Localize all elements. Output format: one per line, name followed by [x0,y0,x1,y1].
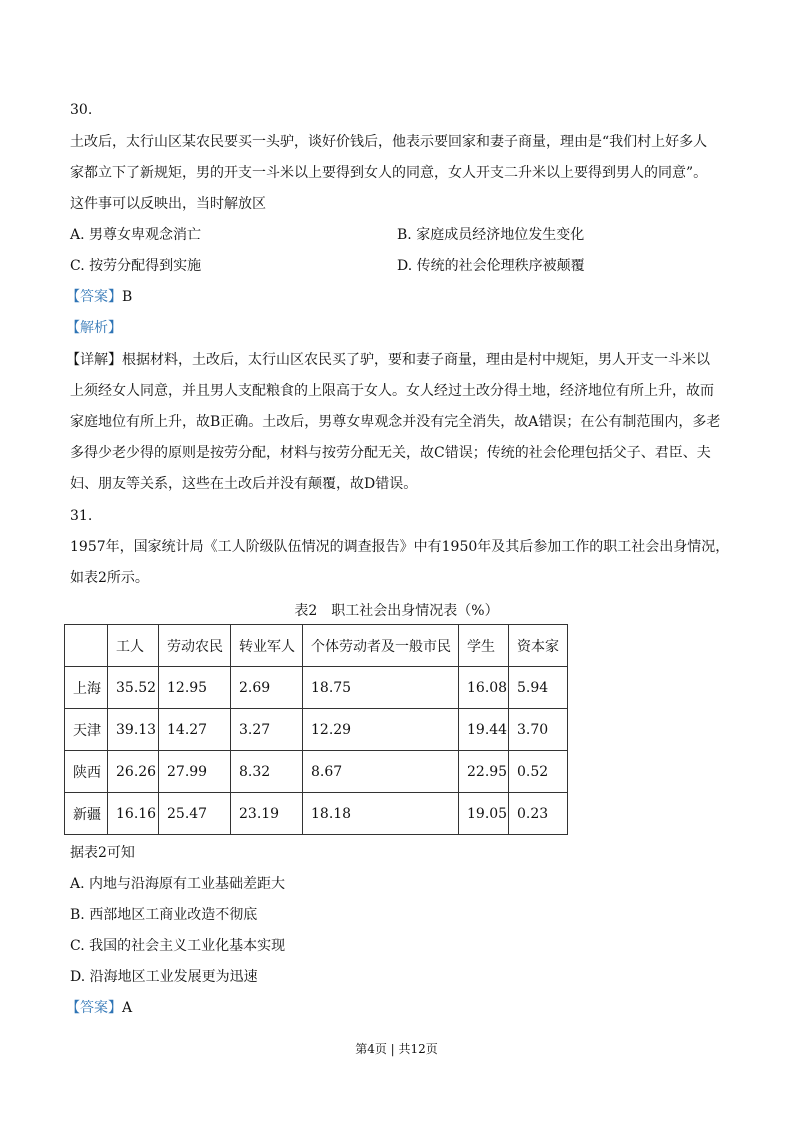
table-cell: 19.44 [459,709,509,751]
table-cell: 上海 [65,667,108,709]
answer-line [66,999,132,1017]
table-cell: 陕西 [65,751,108,793]
question-stem: 土改后，太行山区某农民要买一头驴，谈好价钱后，他表示要回家和妻子商量，理由是“我们村上好多人 [70,134,708,150]
table-cell: 12.95 [159,667,231,709]
option-b: B. 西部地区工商业改造不彻底 [70,907,258,923]
answer-value: A [122,1000,133,1016]
analysis-tag: 【解析】 [66,320,122,336]
table-cell: 12.29 [303,709,459,751]
detail-text: 妇、朋友等关系，这些在土改后并没有颠覆，故D错误。 [70,476,418,492]
table-cell: 22.95 [459,751,509,793]
option-b: B. 家庭成员经济地位发生变化 [397,227,585,243]
table-cell: 25.47 [159,793,231,835]
header-cell: 资本家 [509,625,568,667]
question-stem: 1957年，国家统计局《工人阶级队伍情况的调查报告》中有1950年及其后参加工作的职工社会出身情况， [70,539,730,555]
option-d: D. 沿海地区工业发展更为迅速 [70,969,258,985]
table-cell: 3.70 [509,709,568,751]
table-cell: 39.13 [108,709,159,751]
table-cell: 16.08 [459,667,509,709]
data-table [64,624,568,835]
question-stem: 如表2所示。 [70,570,149,586]
table-cell: 8.32 [231,751,303,793]
table-cell: 35.52 [108,667,159,709]
table-cell: 5.94 [509,667,568,709]
detail-text: 上须经女人同意，并且男人支配粮食的上限高于女人。女人经过土改分得土地，经济地位有所上升，故而 [70,383,714,399]
table-cell: 2.69 [231,667,303,709]
option-c: C. 我国的社会主义工业化基本实现 [70,938,286,954]
header-cell: 个体劳动者及一般市民 [303,625,459,667]
detail-text: 家庭地位有所上升，故B正确。土改后，男尊女卑观念并没有完全消失，故A错误；在公有制范围内，多老 [70,414,721,430]
table-caption: 表2 职工社会出身情况表（%） [294,603,499,619]
detail-text: 多得少老少得的原则是按劳分配，材料与按劳分配无关，故C错误；传统的社会伦理包括父子、君臣、夫 [70,445,711,461]
table-row [65,793,568,835]
table-cell: 8.67 [303,751,459,793]
detail-tag: 【详解】 [66,352,122,368]
answer-value: B [122,289,133,305]
table-cell: 0.52 [509,751,568,793]
table-cell: 3.27 [231,709,303,751]
table-row [65,667,568,709]
table-cell: 23.19 [231,793,303,835]
question-number: 31. [70,508,93,524]
header-cell: 劳动农民 [159,625,231,667]
table-cell: 18.75 [303,667,459,709]
answer-tag: 【答案】 [66,1000,122,1016]
table-cell: 18.18 [303,793,459,835]
detail-text: 根据材料，土改后，太行山区农民买了驴，要和妻子商量，理由是村中规矩，男人开支一斗米以 [122,352,710,368]
table-cell: 19.05 [459,793,509,835]
question-stem: 家都立下了新规矩，男的开支一斗米以上要得到女人的同意，女人开支二升米以上要得到男人的同意”。 [70,165,708,181]
table-cell: 14.27 [159,709,231,751]
option-a: A. 内地与沿海原有工业基础差距大 [70,876,286,892]
table-cell: 天津 [65,709,108,751]
table-row [65,751,568,793]
question-number: 30. [70,102,93,118]
table-cell: 新疆 [65,793,108,835]
header-cell: 转业军人 [231,625,303,667]
detail-line [66,351,710,369]
table-header-row [65,625,568,667]
table-cell: 26.26 [108,751,159,793]
header-cell: 学生 [459,625,509,667]
header-cell: 工人 [108,625,159,667]
table-cell: 0.23 [509,793,568,835]
answer-tag: 【答案】 [66,289,122,305]
option-c: C. 按劳分配得到实施 [70,258,202,274]
table-cell: 16.16 [108,793,159,835]
option-d: D. 传统的社会伦理秩序被颠覆 [397,258,585,274]
page-footer: 第4页 | 共12页 [355,1042,438,1056]
question-stem: 这件事可以反映出，当时解放区 [70,196,266,212]
question-prompt: 据表2可知 [70,845,135,861]
table-row [65,709,568,751]
table-cell: 27.99 [159,751,231,793]
answer-line [66,288,132,306]
header-cell [65,625,108,667]
option-a: A. 男尊女卑观念消亡 [70,227,202,243]
